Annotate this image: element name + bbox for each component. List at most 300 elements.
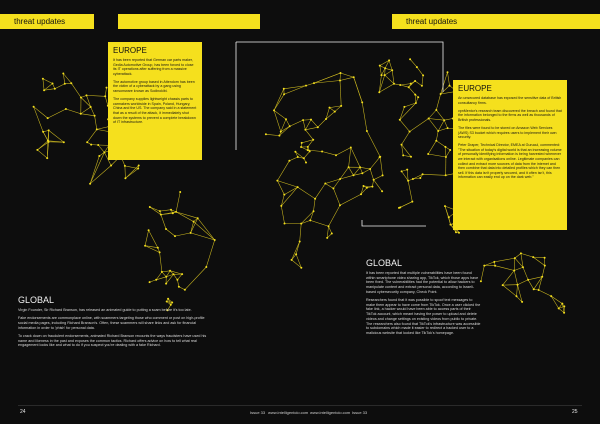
network-link — [281, 206, 284, 224]
network-link — [327, 226, 328, 238]
network-link — [290, 120, 303, 126]
network-node — [445, 156, 447, 158]
network-node — [371, 186, 373, 188]
network-node — [532, 256, 534, 258]
network-link — [429, 119, 439, 132]
network-link — [274, 94, 284, 110]
network-node — [544, 265, 546, 267]
network-node — [409, 58, 411, 60]
network-node — [89, 183, 91, 185]
network-link — [292, 242, 300, 260]
network-link — [409, 87, 416, 94]
network-link — [360, 167, 370, 169]
network-link — [423, 174, 446, 175]
network-link — [87, 95, 106, 96]
network-link — [415, 81, 422, 86]
europe-heading: EUROPE — [458, 84, 492, 93]
network-link — [81, 107, 91, 114]
network-node — [369, 168, 371, 170]
network-node — [421, 85, 423, 87]
network-node — [297, 156, 299, 158]
network-node — [205, 266, 207, 268]
network-node — [335, 154, 337, 156]
network-link — [436, 94, 440, 110]
network-link — [341, 73, 354, 77]
network-link — [392, 70, 394, 84]
network-node — [124, 177, 126, 179]
network-node — [411, 201, 413, 203]
europe-news-box — [108, 42, 202, 160]
network-node — [165, 283, 167, 285]
network-node — [328, 225, 330, 227]
network-node — [300, 223, 302, 225]
network-node — [393, 83, 395, 85]
network-node — [422, 74, 424, 76]
network-node — [550, 295, 552, 297]
network-node — [403, 106, 405, 108]
network-node — [283, 88, 285, 90]
site-link-left[interactable]: www.intelligentcio.com — [268, 410, 309, 415]
page-number-left: 24 — [20, 409, 26, 415]
network-link — [37, 141, 48, 150]
network-node — [544, 257, 546, 259]
network-node — [124, 165, 126, 167]
network-link — [429, 110, 437, 119]
network-node — [276, 180, 278, 182]
network-link — [374, 175, 383, 179]
global-paragraph: It has been reported that multiple vulnerabilities have been found within smartphone video sharing app, TikTok, which those apps have been fixed. The vulnerabilities had the potential to allow hackers to manipulate content and extract personal data, according to Israeli-based cybersecurity company, Check Point. — [366, 271, 479, 294]
network-node — [407, 180, 409, 182]
network-link — [91, 107, 95, 116]
network-node — [138, 165, 140, 167]
network-link — [436, 141, 445, 147]
network-node — [561, 303, 563, 305]
network-node — [398, 207, 400, 209]
network-link — [71, 83, 81, 97]
network-node — [159, 210, 161, 212]
global-paragraph: To crack down on fraudulent endorsements, animated Richard Branson recounts the ways fraudsters have used his name and likeness in the past and exposes the common tactics. Richard offers advice on how to tell what real engagement looks like and what to do if you suspect you're dealing with a fake Richard. — [18, 333, 207, 348]
network-node — [340, 105, 342, 107]
europe-paragraph: An unsecured database has exposed the sensitive data of British consultancy firms. — [458, 96, 562, 105]
network-node — [332, 187, 334, 189]
network-link — [266, 134, 280, 135]
network-link — [174, 274, 178, 280]
network-node — [321, 151, 323, 153]
network-node — [169, 270, 171, 272]
network-link — [514, 267, 523, 270]
network-node — [283, 93, 285, 95]
network-link — [494, 258, 515, 262]
network-link — [55, 84, 65, 89]
section-tag-right — [392, 14, 486, 29]
network-node — [502, 284, 504, 286]
network-link — [515, 253, 521, 258]
network-node — [90, 144, 92, 146]
network-link — [315, 184, 325, 199]
network-node — [295, 253, 297, 255]
network-node — [160, 214, 162, 216]
network-link — [528, 277, 542, 280]
network-node — [305, 162, 307, 164]
europe-paragraph: The files were found to be stored on Amazon Web Services (AWS) S3 bucket which requires users to implement their own security. — [458, 125, 557, 140]
network-link — [198, 218, 215, 240]
network-link — [380, 157, 382, 176]
network-node — [361, 172, 363, 174]
network-node — [86, 141, 88, 143]
network-node — [410, 156, 412, 158]
network-link — [539, 290, 552, 296]
network-node — [301, 142, 303, 144]
network-node — [197, 217, 199, 219]
network-link — [372, 180, 373, 187]
network-node — [360, 193, 362, 195]
network-node — [437, 130, 439, 132]
network-link — [340, 81, 341, 106]
network-link — [402, 171, 409, 180]
network-link — [400, 120, 410, 132]
network-link — [445, 147, 446, 157]
network-link — [185, 267, 206, 290]
europe-paragraph: The automotive group based in Attendorn has been the victim of a cyberattack by a gang using ransomware known as Sodinokibi. — [113, 79, 195, 94]
network-node — [62, 73, 64, 75]
network-link — [402, 132, 410, 145]
network-node — [310, 119, 312, 121]
network-link — [166, 229, 175, 236]
network-link — [436, 131, 438, 141]
global-heading: GLOBAL — [18, 295, 55, 305]
europe-paragraph: Peter Draper, Technical Director, EMEA at Gurucul, commented: "The situation of today's digital world is that an increasing volume of personally identifying information is being harvested whenever we interact with organisations online. Legitimate companies can collect and extract more sources of data from the internet and then combine that data into detailed profiles which they can then sell. If this data isn't properly secured, and it often isn't, this information can easily end up on the dark web." — [458, 143, 562, 180]
network-link — [191, 233, 215, 240]
network-link — [145, 230, 149, 246]
network-node — [399, 119, 401, 121]
network-node — [483, 265, 485, 267]
network-link — [449, 217, 451, 224]
network-node — [149, 206, 151, 208]
network-link — [304, 151, 310, 158]
network-node — [288, 160, 290, 162]
issue-label-right: Issue 33 — [352, 410, 368, 415]
network-link — [362, 102, 367, 131]
network-node — [214, 239, 216, 241]
network-node — [408, 86, 410, 88]
network-node — [493, 261, 495, 263]
network-node — [63, 141, 65, 143]
network-link — [43, 79, 53, 84]
network-node — [176, 279, 178, 281]
network-link — [150, 280, 157, 282]
network-node — [353, 76, 355, 78]
network-link — [428, 154, 446, 157]
network-node — [97, 144, 99, 146]
network-link — [542, 266, 545, 277]
network-link — [301, 147, 308, 150]
network-link — [162, 271, 170, 272]
network-node — [422, 173, 424, 175]
network-node — [443, 119, 445, 121]
network-link — [303, 120, 305, 130]
network-node — [363, 185, 365, 187]
network-node — [445, 174, 447, 176]
network-node — [388, 59, 390, 61]
network-node — [179, 191, 181, 193]
network-node — [414, 80, 416, 82]
global-heading: GLOBAL — [366, 258, 403, 268]
network-node — [340, 72, 342, 74]
network-node — [48, 129, 50, 131]
network-link — [160, 252, 162, 272]
network-node — [159, 251, 161, 253]
network-link — [156, 277, 166, 280]
network-node — [379, 65, 381, 67]
network-link — [389, 60, 392, 70]
network-node — [414, 94, 416, 96]
network-node — [339, 178, 341, 180]
network-link — [354, 77, 363, 102]
network-link — [495, 266, 514, 271]
header-accent-bar — [486, 14, 600, 29]
network-link — [503, 285, 517, 296]
network-node — [359, 166, 361, 168]
europe-news-box-2 — [453, 80, 567, 230]
europe-heading: EUROPE — [113, 46, 147, 55]
network-link — [514, 271, 517, 285]
network-link — [149, 230, 158, 248]
network-node — [173, 273, 175, 275]
network-node — [513, 270, 515, 272]
network-link — [362, 169, 370, 173]
network-node — [96, 128, 98, 130]
network-node — [283, 194, 285, 196]
network-link — [179, 287, 185, 290]
network-node — [406, 169, 408, 171]
network-node — [103, 151, 105, 153]
network-node — [516, 295, 518, 297]
global-paragraph: Researchers found that it was possible to spoof text messages to make them appear to have come from TikTok. Once a user clicked the fake link, a hacker would have been able to access parts of their TikTok account, which meant having the power to upload and delete videos and change settings on existing videos from public to private. The researchers also found that TikTok's infrastructure was accessible to subdomains which made it easier to redirect a hacked user to a malicious website that looked like TikTok's homepage. — [366, 298, 481, 335]
network-node — [373, 179, 375, 181]
network-node — [563, 305, 565, 307]
network-node — [427, 153, 429, 155]
network-link — [277, 161, 289, 181]
network-node — [304, 129, 306, 131]
network-link — [286, 119, 290, 126]
network-node — [144, 245, 146, 247]
network-node — [184, 289, 186, 291]
network-node — [54, 88, 56, 90]
network-node — [42, 131, 44, 133]
network-link — [444, 120, 447, 128]
section-tag-text: threat updates — [406, 17, 458, 26]
network-node — [401, 170, 403, 172]
network-node — [305, 85, 307, 87]
network-node — [326, 237, 328, 239]
page-number-right: 25 — [572, 409, 578, 415]
network-link — [351, 148, 360, 168]
footer-rule — [18, 405, 582, 406]
network-node — [280, 131, 282, 133]
network-node — [104, 95, 106, 97]
network-link — [400, 85, 409, 87]
network-link — [370, 169, 374, 180]
network-link — [484, 262, 494, 266]
network-link — [370, 157, 380, 169]
europe-paragraph: The company supplies lightweight chassis parts to carmakers worldwide in Spain, Poland, Hungary, China and the US. The company said in a statement that as a result of the attack, it immediately shut down the systems to prevent a complete breakdown of IT infrastructure. — [113, 97, 197, 125]
network-node — [378, 91, 380, 93]
global-paragraph: Fake endorsements are commonplace online, with scammers targeting those who comment or post on high-profile social media pages, including Richard Branson's. Often, these scammers will share links and ask for financial information in order to 'phish' for personal data. — [18, 316, 205, 330]
network-link — [305, 130, 313, 140]
network-node — [299, 241, 301, 243]
network-node — [42, 78, 44, 80]
network-node — [448, 216, 450, 218]
network-link — [428, 141, 436, 154]
network-link — [417, 67, 423, 75]
network-link — [367, 131, 380, 157]
network-link — [533, 257, 545, 266]
network-node — [527, 279, 529, 281]
network-node — [280, 205, 282, 207]
network-link — [517, 285, 518, 297]
network-link — [298, 187, 316, 199]
network-link — [161, 212, 176, 215]
global-news-right — [366, 258, 482, 398]
network-node — [380, 74, 382, 76]
network-node — [148, 229, 150, 231]
network-link — [300, 224, 302, 242]
network-node — [415, 102, 417, 104]
network-link — [518, 280, 529, 285]
connector-line — [236, 42, 443, 92]
network-node — [137, 168, 139, 170]
network-node — [265, 133, 267, 135]
network-node — [273, 109, 275, 111]
network-node — [175, 211, 177, 213]
network-node — [533, 288, 535, 290]
network-node — [382, 174, 384, 176]
network-node — [36, 149, 38, 151]
network-node — [291, 259, 293, 261]
network-link — [329, 226, 332, 233]
network-link — [333, 188, 340, 205]
network-node — [410, 83, 412, 85]
global-news-left — [18, 295, 212, 399]
network-node — [325, 118, 327, 120]
network-link — [49, 130, 64, 142]
network-link — [325, 179, 340, 184]
network-node — [324, 183, 326, 185]
network-link — [161, 215, 166, 229]
network-link — [318, 119, 326, 127]
network-node — [193, 221, 195, 223]
network-link — [385, 75, 394, 84]
network-node — [317, 126, 319, 128]
network-link — [422, 75, 423, 85]
network-node — [165, 276, 167, 278]
network-link — [66, 109, 81, 114]
network-link — [533, 257, 544, 258]
network-node — [455, 231, 457, 233]
network-link — [48, 109, 66, 118]
network-link — [410, 59, 417, 67]
network-node — [297, 186, 299, 188]
network-node — [110, 165, 112, 167]
network-link — [90, 152, 104, 183]
network-link — [410, 119, 429, 132]
network-link — [289, 157, 297, 161]
network-node — [309, 150, 311, 152]
network-link — [98, 145, 104, 152]
network-link — [177, 280, 179, 287]
network-node — [348, 166, 350, 168]
network-node — [149, 281, 151, 283]
network-link — [448, 72, 450, 85]
connector-line — [362, 220, 426, 226]
network-node — [447, 127, 449, 129]
network-node — [172, 212, 174, 214]
network-node — [302, 119, 304, 121]
network-node — [170, 209, 172, 211]
network-node — [70, 82, 72, 84]
network-node — [458, 232, 460, 234]
network-node — [339, 80, 341, 82]
network-link — [436, 110, 444, 120]
network-node — [43, 89, 45, 91]
network-node — [521, 301, 523, 303]
network-node — [174, 235, 176, 237]
network-link — [551, 296, 562, 304]
network-node — [435, 140, 437, 142]
network-link — [97, 127, 109, 130]
network-node — [440, 93, 442, 95]
network-link — [206, 240, 214, 267]
network-link — [274, 110, 286, 119]
network-node — [417, 96, 419, 98]
network-link — [274, 89, 284, 111]
network-node — [300, 267, 302, 269]
network-node — [350, 147, 352, 149]
network-node — [300, 146, 302, 148]
network-link — [340, 77, 354, 80]
network-node — [48, 141, 50, 143]
network-link — [340, 194, 361, 205]
network-node — [444, 205, 446, 207]
site-link-right[interactable]: www.intelligentcio.com — [310, 410, 351, 415]
network-node — [520, 252, 522, 254]
network-node — [181, 273, 183, 275]
network-node — [46, 157, 48, 159]
network-link — [176, 212, 194, 222]
network-link — [528, 280, 534, 290]
network-node — [517, 284, 519, 286]
network-node — [339, 204, 341, 206]
network-node — [65, 108, 67, 110]
europe-paragraph: It has been reported that German car parts maker, Gedia Automotive Group, has been forced to close its IT operations after suffering from a massive cyberattack. — [113, 58, 194, 76]
network-link — [415, 95, 416, 103]
network-node — [313, 82, 315, 84]
network-link — [301, 211, 313, 223]
network-node — [33, 106, 35, 108]
network-node — [409, 131, 411, 133]
network-link — [322, 152, 336, 156]
network-link — [194, 222, 215, 240]
network-node — [289, 125, 291, 127]
issue-label-left: Issue 33 — [250, 410, 266, 415]
network-link — [305, 120, 311, 130]
network-node — [449, 149, 451, 151]
network-node — [284, 223, 286, 225]
network-link — [333, 179, 340, 188]
network-link — [523, 267, 528, 280]
network-link — [37, 150, 47, 158]
network-node — [314, 198, 316, 200]
